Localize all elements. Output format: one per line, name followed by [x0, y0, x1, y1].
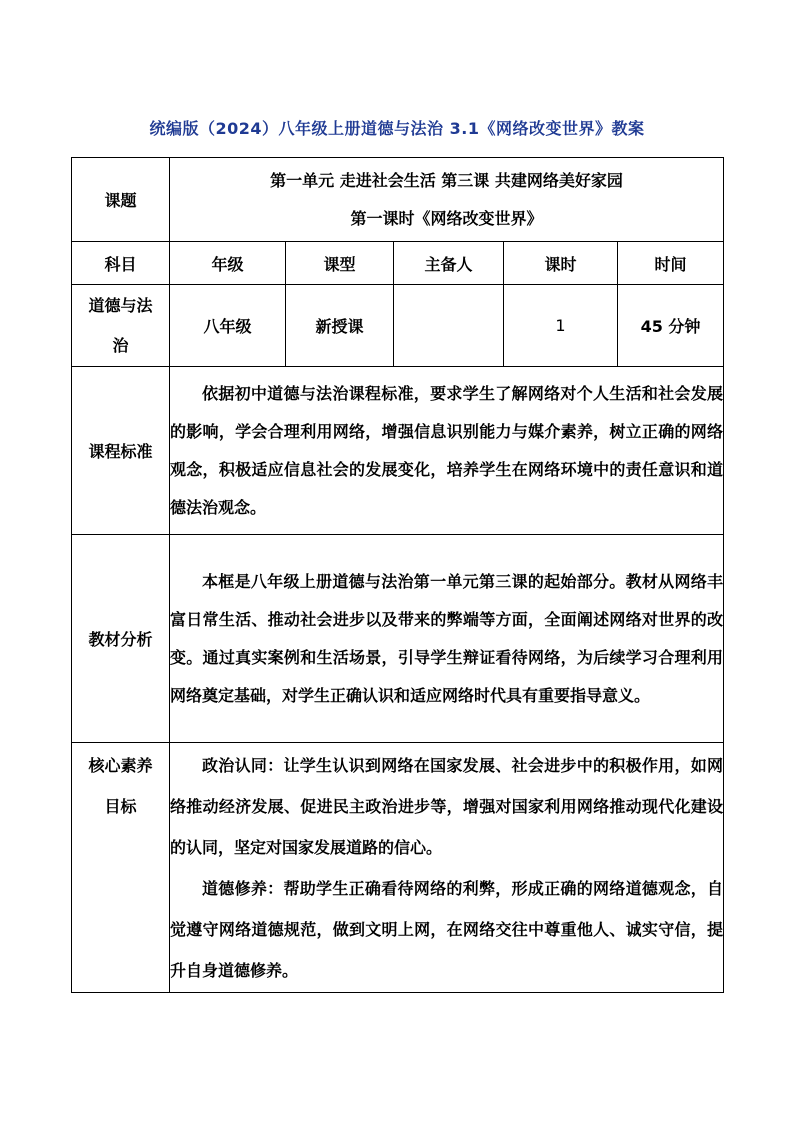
core-goals-label	[72, 743, 170, 993]
topic-line-2: 第一课时《网络改变世界》	[350, 208, 543, 228]
core-goals-row	[72, 743, 724, 993]
value-subject-text: 道德与法治	[88, 295, 153, 355]
value-periods: 1	[504, 285, 618, 367]
topic-row	[72, 158, 724, 242]
topic-value	[170, 158, 724, 242]
header-lead-preparer: 主备人	[394, 242, 504, 285]
core-goals-label-line-1: 核心素养	[88, 756, 153, 775]
info-value-row	[72, 285, 724, 367]
header-time: 时间	[618, 242, 724, 285]
header-periods: 课时	[504, 242, 618, 285]
value-subject	[72, 285, 170, 367]
textbook-analysis-text: 本框是八年级上册道德与法治第一单元第三课的起始部分。教材从网络丰富日常生活、推动社会进步以及带来的弊端等方面，全面阐述网络对世界的改变。通过真实案例和生活场景，引导学生辩证看待网络，为后续学习合理利用网络奠定基础，对学生正确认识和适应网络时代具有重要指导意义。	[170, 571, 724, 705]
curriculum-standard-content	[170, 367, 724, 535]
core-goals-paragraph-1: 政治认同：让学生认识到网络在国家发展、社会进步中的积极作用，如网络推动经济发展、促进民主政治进步等，增强对国家利用网络推动现代化建设的认同，坚定对国家发展道路的信心。	[170, 755, 724, 857]
info-header-row	[72, 242, 724, 285]
core-goals-content	[170, 743, 724, 993]
value-time: 45 分钟	[618, 285, 724, 367]
textbook-analysis-row	[72, 535, 724, 743]
header-lesson-type: 课型	[286, 242, 394, 285]
lesson-plan-table	[71, 157, 724, 993]
curriculum-standard-text: 依据初中道德与法治课程标准，要求学生了解网络对个人生活和社会发展的影响，学会合理利用网络，增强信息识别能力与媒介素养，树立正确的网络观念，积极适应信息社会的发展变化，培养学生在网络环境中的责任意识和道德法治观念。	[170, 383, 724, 517]
core-goals-paragraph-2: 道德修养：帮助学生正确看待网络的利弊，形成正确的网络道德观念，自觉遵守网络道德规范，做到文明上网，在网络交往中尊重他人、诚实守信，提升自身道德修养。	[170, 878, 724, 980]
topic-line-1: 第一单元 走进社会生活 第三课 共建网络美好家园	[270, 170, 623, 190]
header-subject: 科目	[72, 242, 170, 285]
value-lesson-type: 新授课	[286, 285, 394, 367]
value-grade: 八年级	[170, 285, 286, 367]
value-lead-preparer	[394, 285, 504, 367]
textbook-analysis-content	[170, 535, 724, 743]
curriculum-standard-row	[72, 367, 724, 535]
topic-label: 课题	[72, 158, 170, 242]
curriculum-standard-label: 课程标准	[72, 367, 170, 535]
document-title: 统编版（2024）八年级上册道德与法治 3.1《网络改变世界》教案	[149, 119, 645, 138]
textbook-analysis-label: 教材分析	[72, 535, 170, 743]
core-goals-label-line-2: 目标	[104, 797, 137, 816]
header-grade: 年级	[170, 242, 286, 285]
